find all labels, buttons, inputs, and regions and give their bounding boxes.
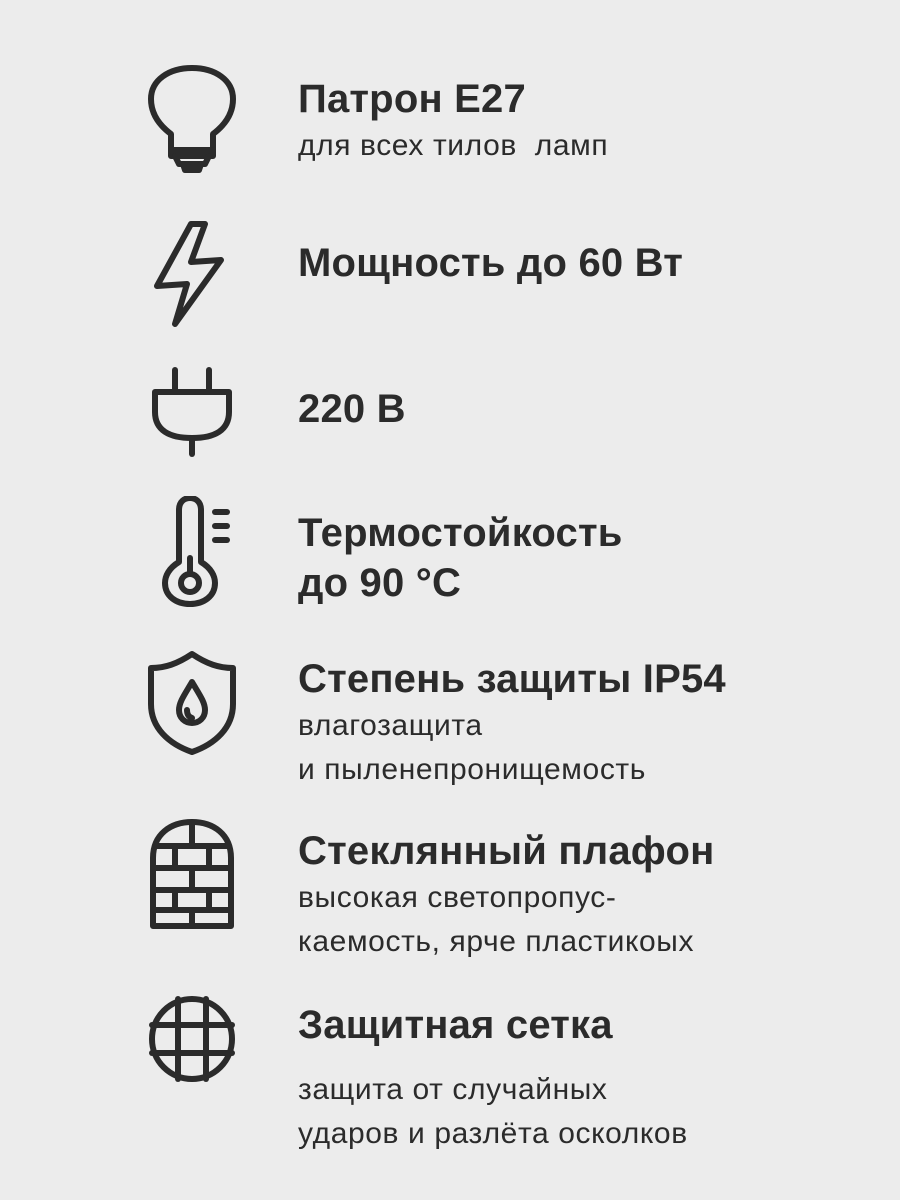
protective-grid-icon	[145, 992, 240, 1087]
feature-title: 220 В	[298, 387, 406, 431]
feature-subtitle-line-2: и пыленепронищемость	[298, 753, 646, 786]
feature-title-line-1: Термостойкость	[298, 511, 623, 555]
feature-title: Мощность до 60 Вт	[298, 241, 684, 285]
feature-title: Степень защиты IP54	[298, 657, 726, 701]
feature-subtitle-line-2: ударов и разлёта осколков	[298, 1117, 688, 1150]
light-bulb-icon	[145, 64, 240, 179]
feature-title: Патрон E27	[298, 77, 526, 121]
power-plug-icon	[145, 366, 240, 461]
lightning-icon	[145, 220, 240, 330]
feature-subtitle-line-1: влагозащита	[298, 709, 483, 742]
feature-subtitle-line-1: защита от случайных	[298, 1073, 608, 1106]
shield-drop-icon	[145, 650, 240, 755]
glass-shade-icon	[145, 816, 240, 931]
feature-subtitle-line-2: каемость, ярче пластикоых	[298, 925, 695, 958]
thermometer-icon	[145, 496, 240, 608]
feature-title: Стеклянный плафон	[298, 829, 715, 873]
feature-subtitle-line-1: высокая светопропус-	[298, 881, 617, 914]
feature-subtitle: для всех тилов ламп	[298, 129, 609, 162]
feature-title-line-2: до 90 °C	[298, 561, 462, 605]
feature-title: Защитная сетка	[298, 1003, 613, 1047]
